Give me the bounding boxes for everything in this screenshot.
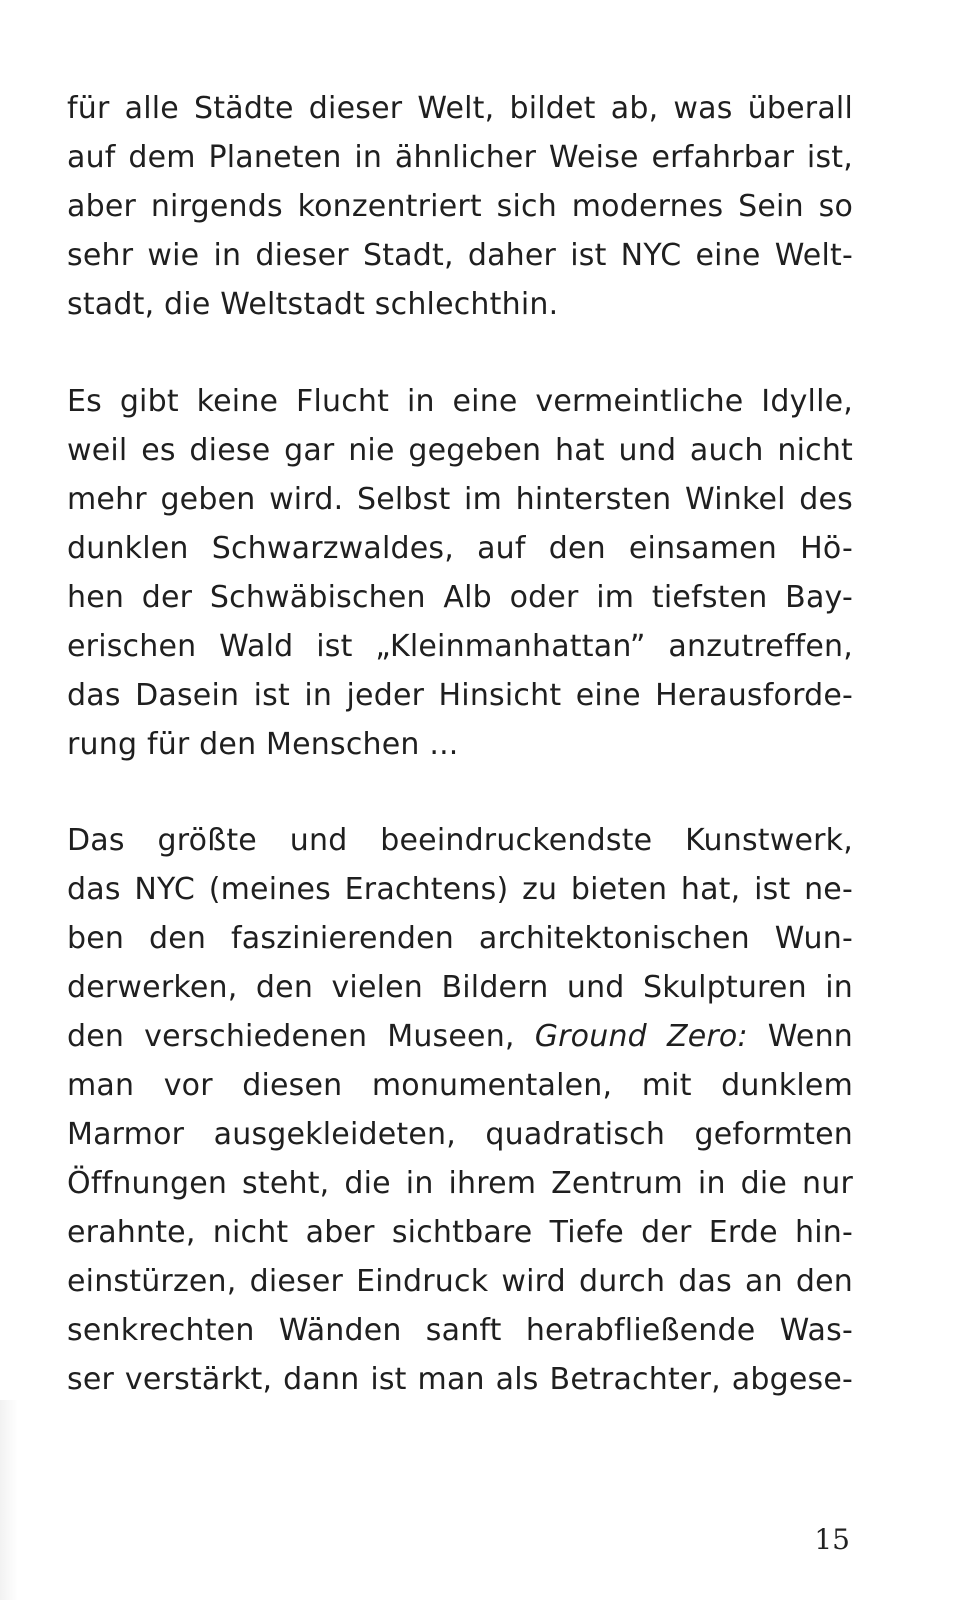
text-line: Marmor ausgekleideten, quadratisch geformten: [67, 1117, 853, 1152]
text-line: einstürzen, dieser Eindruck wird durch das an den: [67, 1264, 853, 1299]
text-line: Es gibt keine Flucht in eine vermeintliche Idylle,: [67, 384, 853, 419]
text-line: mehr geben wird. Selbst im hintersten Winkel des: [67, 482, 853, 517]
text-line: sehr wie in dieser Stadt, daher ist NYC eine Welt-: [67, 238, 853, 273]
text-line: ben den faszinierenden architektonischen Wun-: [67, 921, 853, 956]
page-number: 15: [814, 1523, 850, 1556]
text-line: rung für den Menschen ...: [67, 727, 459, 762]
text-line: hen der Schwäbischen Alb oder im tiefsten Bay-: [67, 580, 853, 615]
text-line: das NYC (meines Erachtens) zu bieten hat, ist ne-: [67, 872, 853, 907]
text-line: ser verstärkt, dann ist man als Betrachter, abgese-: [67, 1362, 853, 1397]
text-line: weil es diese gar nie gegeben hat und auch nicht: [67, 433, 853, 468]
text-line: dunklen Schwarzwaldes, auf den einsamen Hö-: [67, 531, 853, 566]
text-line: erischen Wald ist „Kleinmanhattan” anzutreffen,: [67, 629, 853, 664]
text-line: erahnte, nicht aber sichtbare Tiefe der Erde hin-: [67, 1215, 853, 1250]
text-line: Öffnungen steht, die in ihrem Zentrum in die nur: [67, 1166, 853, 1201]
text-line-with-italic: [67, 1012, 853, 1062]
text-line: man vor diesen monumentalen, mit dunklem: [67, 1068, 853, 1103]
line-text-tail: Wenn: [747, 1019, 853, 1054]
text-line: derwerken, den vielen Bildern und Skulpturen in: [67, 970, 853, 1005]
line-text: den verschiedenen Museen,: [67, 1019, 515, 1054]
text-line: für alle Städte dieser Welt, bildet ab, was überall: [67, 91, 853, 126]
text-line: Das größte und beeindruckendste Kunstwerk,: [67, 823, 853, 858]
text-line: auf dem Planeten in ähnlicher Weise erfahrbar ist,: [67, 140, 853, 175]
text-line: das Dasein ist in jeder Hinsicht eine Herausforde-: [67, 678, 853, 713]
text-line: senkrechten Wänden sanft herabfließende Was-: [67, 1313, 853, 1348]
page-gutter-shadow: [0, 1400, 18, 1600]
text-line: aber nirgends konzentriert sich modernes Sein so: [67, 189, 853, 224]
italic-phrase: Ground Zero:: [534, 1019, 748, 1054]
text-line: stadt, die Weltstadt schlechthin.: [67, 287, 559, 322]
